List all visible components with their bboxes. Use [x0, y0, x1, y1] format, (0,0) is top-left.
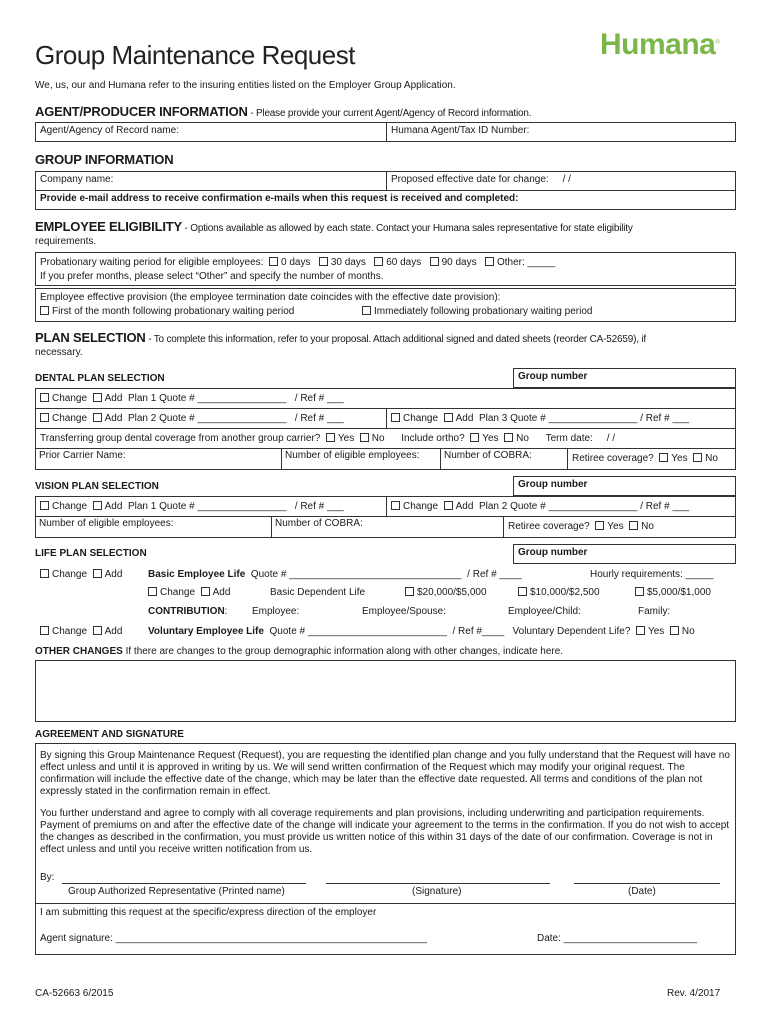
- add-label: Add: [455, 413, 474, 424]
- yes-label: Yes: [482, 433, 499, 444]
- dependent-opt3-label: $5,000/$1,000: [647, 587, 711, 598]
- contribution-label: [148, 606, 227, 617]
- rep-name-caption: Group Authorized Representative (Printed name): [68, 886, 285, 897]
- checkbox-20000[interactable]: [405, 587, 414, 596]
- basic-life-quote: Quote # _______________________________: [250, 569, 462, 580]
- add-label: Add: [104, 393, 123, 404]
- dental-plan2-ref: / Ref # ___: [294, 413, 344, 424]
- change-label: Change: [403, 501, 439, 512]
- checkbox-basic-life-change[interactable]: [40, 569, 49, 578]
- logo-text: Humana: [600, 28, 716, 61]
- agent-taxid-label: Humana Agent/Tax ID Number:: [391, 125, 530, 136]
- checkbox-vision-plan2-add[interactable]: [444, 501, 453, 510]
- life-title: LIFE PLAN SELECTION: [35, 548, 147, 559]
- add-label: Add: [455, 501, 474, 512]
- option-30-days: 30 days: [330, 257, 366, 268]
- probation-row: [40, 257, 555, 268]
- provision-opt1-label: First of the month following probationary waiting period: [52, 306, 295, 317]
- vision-plan2-quote: Plan 2 Quote # ________________: [478, 501, 638, 512]
- no-label: No: [371, 433, 385, 444]
- prior-carrier-label: Prior Carrier Name:: [39, 450, 126, 461]
- vision-eligible-field[interactable]: [35, 516, 272, 538]
- life-group-number[interactable]: [513, 544, 736, 564]
- agent-name-label: Agent/Agency of Record name:: [40, 125, 179, 136]
- divider: [386, 496, 387, 516]
- agent-heading: AGENT/PRODUCER INFORMATION: [35, 104, 248, 119]
- eligibility-note-cont: requirements.: [35, 236, 97, 247]
- humana-logo: [600, 28, 719, 62]
- checkbox-vision-retiree-yes[interactable]: [595, 521, 604, 530]
- effective-date-label: Proposed effective date for change:: [391, 174, 549, 185]
- add-label: Add: [104, 501, 123, 512]
- dental-eligible-label: Number of eligible employees:: [285, 450, 420, 461]
- vision-plan1-quote: Plan 1 Quote # ________________: [127, 501, 287, 512]
- checkbox-other[interactable]: [485, 257, 494, 266]
- no-label: No: [641, 521, 654, 532]
- rep-name-line[interactable]: [62, 883, 306, 884]
- page-title: Group Maintenance Request: [35, 40, 355, 70]
- checkbox-dental-plan1-add[interactable]: [93, 393, 102, 402]
- yes-label: Yes: [337, 433, 355, 444]
- divider: [35, 428, 736, 429]
- agent-name-field[interactable]: [35, 122, 387, 142]
- other-changes-heading: OTHER CHANGES: [35, 646, 123, 657]
- dental-plan1-quote: Plan 1 Quote # ________________: [127, 393, 287, 404]
- other-changes-textarea[interactable]: [35, 660, 736, 722]
- eligibility-section-heading: [35, 219, 633, 234]
- dental-plan1-ref: / Ref # ___: [294, 393, 344, 404]
- no-label: No: [705, 453, 718, 464]
- checkbox-dental-plan2-add[interactable]: [93, 413, 102, 422]
- change-label: Change: [52, 569, 88, 580]
- change-label: Change: [52, 501, 88, 512]
- other-changes-row: [35, 646, 563, 657]
- voluntary-life-quote: Quote # _________________________: [269, 626, 447, 637]
- checkbox-basic-life-add[interactable]: [93, 569, 102, 578]
- agent-section-heading: [35, 104, 531, 119]
- checkbox-transfer-yes[interactable]: [326, 433, 335, 442]
- contribution-heading: CONTRIBUTION: [148, 606, 225, 617]
- life-voluntary-row: [148, 626, 695, 637]
- yes-label: Yes: [671, 453, 688, 464]
- by-label: By:: [40, 872, 55, 883]
- signature-caption: (Signature): [412, 886, 462, 897]
- provision-opt2-label: Immediately following probationary waiting period: [374, 306, 593, 317]
- direction-text: I am submitting this request at the specific/express direction of the employer: [40, 907, 377, 918]
- vision-eligible-label: Number of eligible employees:: [39, 518, 174, 529]
- checkbox-dependent-life-change[interactable]: [148, 587, 157, 596]
- contribution-employee: Employee:: [252, 606, 300, 617]
- dependent-opt2-label: $10,000/$2,500: [530, 587, 600, 598]
- checkbox-dental-retiree-yes[interactable]: [659, 453, 668, 462]
- checkbox-vision-plan1-add[interactable]: [93, 501, 102, 510]
- vision-title: VISION PLAN SELECTION: [35, 481, 159, 492]
- vision-cobra-label: Number of COBRA:: [275, 518, 363, 529]
- plan-note: - To complete this information, refer to your proposal. Attach additional signed and dated sheets (reorder CA-52659), if: [145, 334, 646, 345]
- checkbox-voluntary-life-change[interactable]: [40, 626, 49, 635]
- life-dependent-checks: [148, 587, 230, 598]
- effective-date-field[interactable]: [386, 171, 736, 191]
- dependent-opt-10000: [518, 587, 600, 598]
- provision-option-2: [362, 306, 592, 317]
- divider: [35, 903, 736, 904]
- intro-text: We, us, our and Humana refer to the insuring entities listed on the Employer Group Application.: [35, 80, 456, 91]
- no-label: No: [516, 433, 529, 444]
- voluntary-life-label: Voluntary Employee Life: [148, 626, 264, 637]
- add-label: Add: [104, 569, 123, 580]
- signature-line[interactable]: [326, 883, 550, 884]
- agent-taxid-field[interactable]: [386, 122, 736, 142]
- life-voluntary-checks: [40, 626, 122, 637]
- dental-group-number[interactable]: [513, 368, 736, 388]
- contribution-colon: :: [224, 606, 228, 617]
- checkbox-30-days[interactable]: [319, 257, 328, 266]
- checkbox-dependent-life-add[interactable]: [201, 587, 210, 596]
- checkbox-60-days[interactable]: [374, 257, 383, 266]
- vision-plan1-ref: / Ref # ___: [294, 501, 344, 512]
- voluntary-life-ref: / Ref #____: [452, 626, 505, 637]
- dental-cobra-field[interactable]: [440, 448, 568, 470]
- yes-label: Yes: [647, 626, 665, 637]
- dependent-opt1-label: $20,000/$5,000: [417, 587, 487, 598]
- hourly-requirements: Hourly requirements: _____: [590, 569, 714, 580]
- checkbox-voluntary-life-add[interactable]: [93, 626, 102, 635]
- dependent-life-label: Basic Dependent Life: [270, 587, 366, 598]
- contribution-family: Family:: [638, 606, 671, 617]
- checkbox-dental-plan1-change[interactable]: [40, 393, 49, 402]
- change-label: Change: [52, 393, 88, 404]
- vision-retiree-row: [508, 521, 654, 532]
- vision-plan1-row: [40, 501, 344, 512]
- registered-mark: ®: [715, 40, 720, 46]
- eligibility-heading: EMPLOYEE ELIGIBILITY: [35, 219, 182, 234]
- form-id: CA-52663 6/2015: [35, 988, 114, 999]
- dependent-opt-5000: [635, 587, 711, 598]
- dental-title: DENTAL PLAN SELECTION: [35, 373, 165, 384]
- provision-option-1: [40, 306, 294, 317]
- dental-plan3-ref: / Ref # ___: [640, 413, 690, 424]
- vision-cobra-field[interactable]: [271, 516, 504, 538]
- life-basic-checks: [40, 569, 122, 580]
- company-name-field[interactable]: [35, 171, 387, 191]
- agent-date-field[interactable]: Date: ________________________: [537, 933, 698, 944]
- no-label: No: [681, 626, 695, 637]
- life-group-number-label: Group number: [518, 547, 588, 558]
- plan-note-cont: necessary.: [35, 347, 83, 358]
- vision-plan2-ref: / Ref # ___: [640, 501, 690, 512]
- contribution-child: Employee/Child:: [508, 606, 581, 617]
- checkbox-vision-plan1-change[interactable]: [40, 501, 49, 510]
- checkbox-90-days[interactable]: [430, 257, 439, 266]
- option-0-days: 0 days: [281, 257, 311, 268]
- checkbox-vision-plan2-change[interactable]: [391, 501, 400, 510]
- checkbox-dental-plan2-change[interactable]: [40, 413, 49, 422]
- basic-life-ref: / Ref # ____: [467, 569, 522, 580]
- term-date-slashes: / /: [606, 433, 616, 444]
- eligibility-note: - Options available as allowed by each state. Contact your Humana sales representative for state eligibility: [181, 223, 633, 234]
- checkbox-voluntary-dep-yes[interactable]: [636, 626, 645, 635]
- dental-transfer-label: Transferring group dental coverage from another group carrier?: [40, 433, 321, 444]
- dental-eligible-field[interactable]: [281, 448, 441, 470]
- dental-plan2-row: [40, 413, 344, 424]
- checkbox-5000[interactable]: [635, 587, 644, 596]
- vision-plan2-row: [391, 501, 689, 512]
- checkbox-10000[interactable]: [518, 587, 527, 596]
- dental-retiree-row: [572, 453, 718, 464]
- plan-section-heading: [35, 330, 646, 345]
- dental-transfer-row: [40, 433, 615, 444]
- life-basic-row: [148, 569, 522, 580]
- checkbox-transfer-no[interactable]: [360, 433, 369, 442]
- group-heading: GROUP INFORMATION: [35, 152, 174, 167]
- revision: Rev. 4/2017: [667, 988, 721, 999]
- option-60-days: 60 days: [386, 257, 422, 268]
- agreement-heading: AGREEMENT AND SIGNATURE: [35, 729, 184, 740]
- prior-carrier-field[interactable]: [35, 448, 282, 470]
- dependent-opt-20000: [405, 587, 487, 598]
- agreement-paragraph-2: You further understand and agree to comply with all coverage requirements and plan provisions, including underwriting and participation requirements. Payment of premiums on and after the effective date of the change will indicate your agreement to the terms in the confirmation. If you do not wish to accept the changes as described in the confirmation, you must provide us written notice of this within 31 days of the date of our confirmation. Coverage is not in effect unless and until you receive written notification from us.: [40, 808, 730, 855]
- dental-plan1-row: [40, 393, 344, 404]
- checkbox-dental-plan3-change[interactable]: [391, 413, 400, 422]
- company-name-label: Company name:: [40, 174, 114, 185]
- checkbox-0-days[interactable]: [269, 257, 278, 266]
- dental-plan3-row: [391, 413, 689, 424]
- change-label: Change: [52, 413, 88, 424]
- dental-plan3-quote: Plan 3 Quote # ________________: [478, 413, 638, 424]
- vision-retiree-label: Retiree coverage?: [508, 521, 590, 532]
- checkbox-voluntary-dep-no[interactable]: [670, 626, 679, 635]
- voluntary-dependent-label: Voluntary Dependent Life?: [512, 626, 631, 637]
- yes-label: Yes: [607, 521, 624, 532]
- date-line[interactable]: [574, 883, 720, 884]
- option-90-days: 90 days: [441, 257, 477, 268]
- change-label: Change: [160, 587, 196, 598]
- provision-label: Employee effective provision (the employee termination date coincides with the effective date provision):: [40, 292, 501, 303]
- option-other: Other: _____: [496, 257, 556, 268]
- checkbox-first-of-month[interactable]: [40, 306, 49, 315]
- probation-label: Probationary waiting period for eligible employees:: [40, 257, 264, 268]
- email-field[interactable]: [35, 190, 736, 210]
- contribution-spouse: Employee/Spouse:: [362, 606, 446, 617]
- agreement-paragraph-1: By signing this Group Maintenance Request (Request), you are requesting the identified plan change and you fully understand that the Request will have no effect unless and until it is approved in writing by us. We will send written confirmation of the Request which may modify your original request. The confirmation will include the effective date of the change, which may be later than the effective date requested. All terms and conditions of the plan not expressly stated in the confirmation remain in effect.: [40, 750, 730, 797]
- basic-life-label: Basic Employee Life: [148, 569, 246, 580]
- checkbox-dental-retiree-no[interactable]: [693, 453, 702, 462]
- checkbox-ortho-yes[interactable]: [470, 433, 479, 442]
- dental-plan2-quote: Plan 2 Quote # ________________: [127, 413, 287, 424]
- email-notice: Provide e-mail address to receive confirmation e-mails when this request is received and completed:: [40, 193, 519, 204]
- divider: [386, 408, 387, 428]
- add-label: Add: [212, 587, 231, 598]
- add-label: Add: [104, 626, 123, 637]
- agent-signature-field[interactable]: Agent signature: ________________________________________________________: [40, 933, 428, 944]
- dental-group-number-label: Group number: [518, 371, 588, 382]
- vision-group-number-label: Group number: [518, 479, 588, 490]
- agent-note: - Please provide your current Agent/Agency of Record information.: [247, 108, 532, 119]
- checkbox-immediately[interactable]: [362, 306, 371, 315]
- checkbox-vision-retiree-no[interactable]: [629, 521, 638, 530]
- vision-group-number[interactable]: [513, 476, 736, 496]
- checkbox-dental-plan3-add[interactable]: [444, 413, 453, 422]
- effective-date-slashes: / /: [562, 174, 571, 185]
- months-note: If you prefer months, please select “Other” and specify the number of months.: [40, 271, 384, 282]
- date-caption: (Date): [628, 886, 656, 897]
- other-changes-note: If there are changes to the group demographic information along with other changes, indicate here.: [122, 646, 564, 657]
- change-label: Change: [403, 413, 439, 424]
- dental-cobra-label: Number of COBRA:: [444, 450, 532, 461]
- add-label: Add: [104, 413, 123, 424]
- change-label: Change: [52, 626, 88, 637]
- plan-heading: PLAN SELECTION: [35, 330, 146, 345]
- checkbox-ortho-no[interactable]: [504, 433, 513, 442]
- ortho-label: Include ortho?: [401, 433, 465, 444]
- term-date-label: Term date:: [545, 433, 593, 444]
- dental-retiree-label: Retiree coverage?: [572, 453, 654, 464]
